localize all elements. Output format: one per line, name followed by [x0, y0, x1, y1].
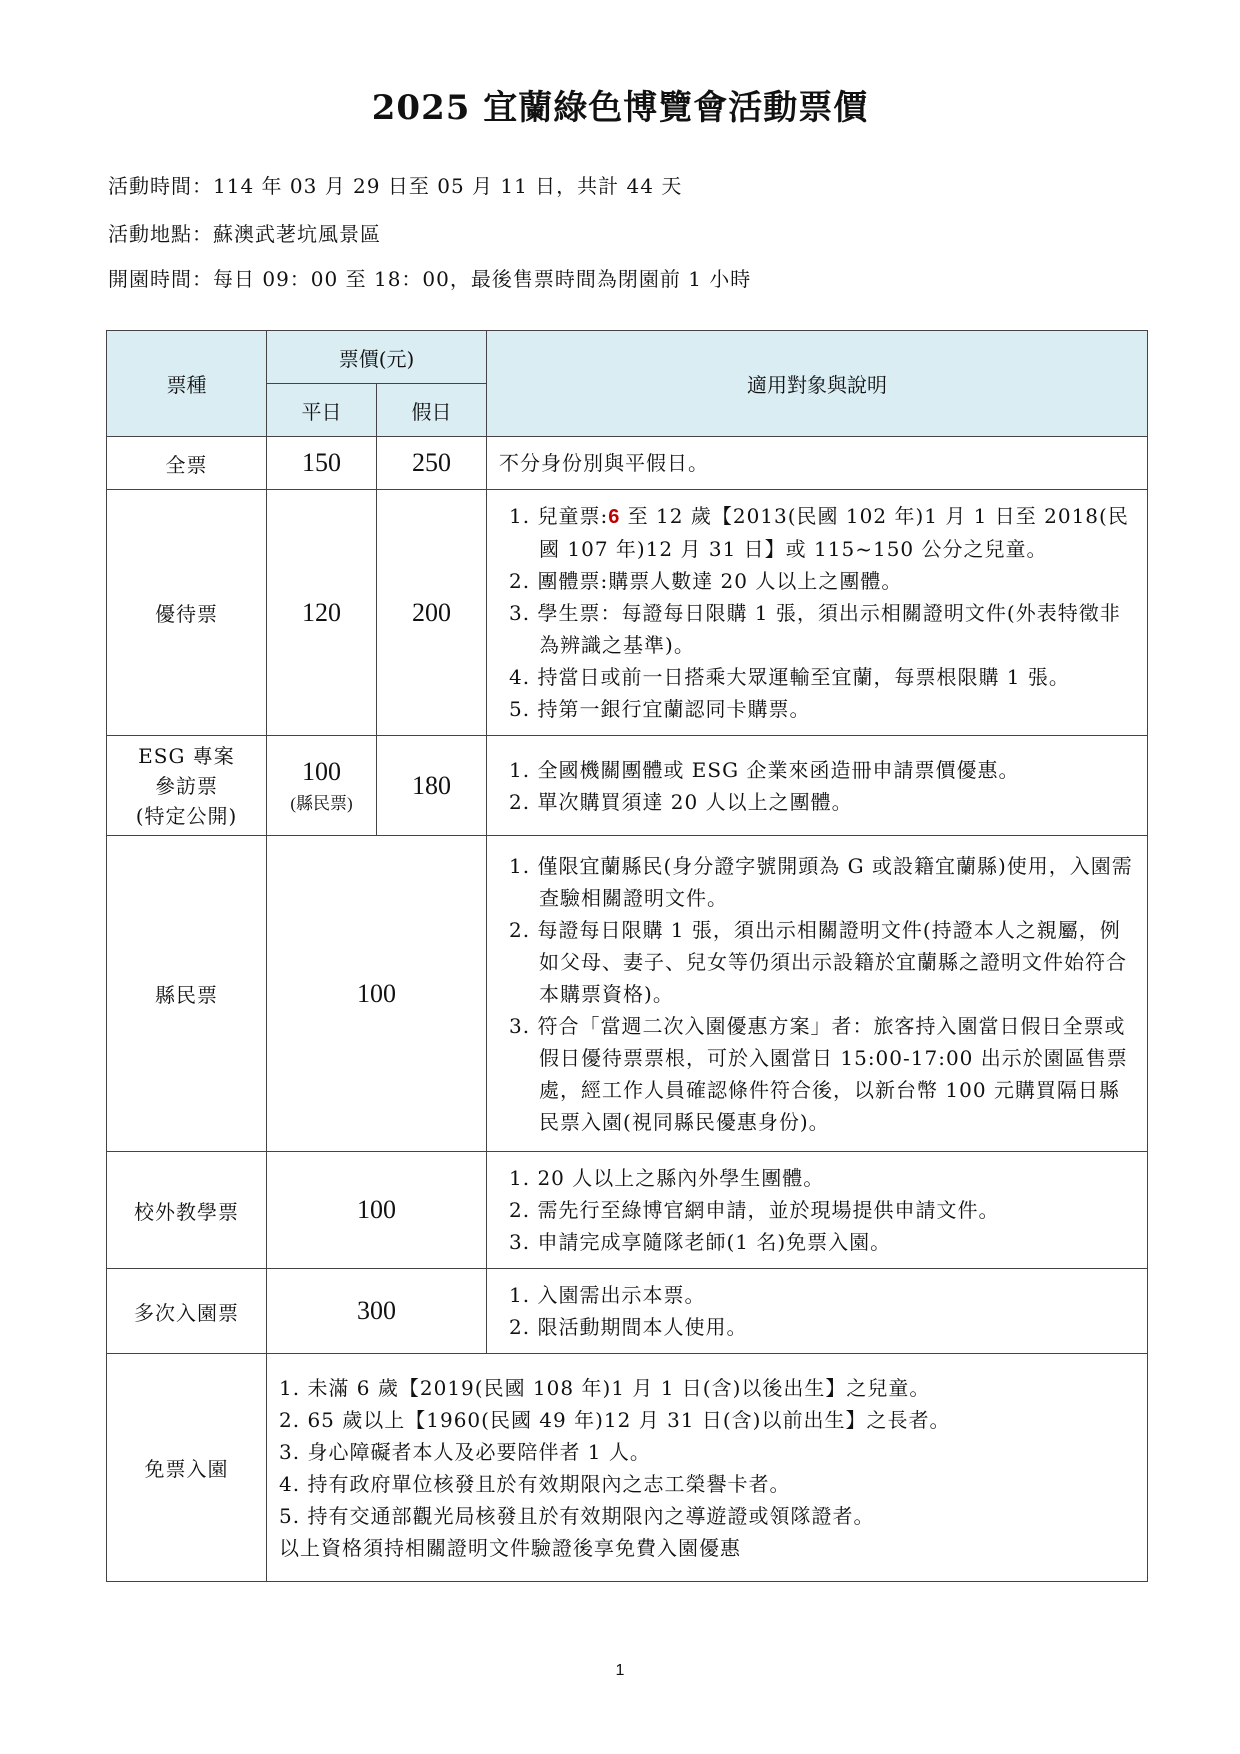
price-note: (縣民票): [290, 794, 353, 813]
description-item: 2. 限活動期間本人使用。: [509, 1315, 748, 1339]
page-number: 1: [615, 1662, 625, 1679]
description-item: 2. 每證每日限購 1 張，須出示相關證明文件(持證本人之親屬，例如父母、妻子、兒女等仍須出示設籍於宜蘭縣之證明文件始符合本購票資格)。: [509, 917, 1128, 1006]
description-item: 不分身份別與平假日。: [499, 451, 710, 475]
ticket-type: 校外教學票: [107, 1152, 267, 1269]
description-item: 1. 僅限宜蘭縣民(身分證字號開頭為 G 或設籍宜蘭縣)使用，入園需查驗相關證明文件。: [509, 853, 1133, 910]
highlight-age: 6: [608, 506, 621, 528]
ticket-type: 全票: [107, 437, 267, 490]
weekday-price: 120: [267, 490, 377, 736]
type-line: ESG 專案: [138, 743, 235, 768]
ticket-description: [487, 437, 1148, 490]
ticket-description: [487, 490, 1148, 736]
free-admission-note: 以上資格須持相關證明文件驗證後享免費入園優惠: [279, 1535, 741, 1560]
description-item: 1. 未滿 6 歲【2019(民國 108 年)1 月 1 日(含)以後出生】之兒童。: [279, 1375, 931, 1400]
description-item: 2. 團體票:購票人數達 20 人以上之團體。: [509, 569, 903, 593]
description-item: 1. 全國機關團體或 ESG 企業來函造冊申請票價優惠。: [509, 757, 1020, 782]
description-item: 3. 身心障礙者本人及必要陪伴者 1 人。: [279, 1439, 651, 1464]
ticket-description: [487, 1152, 1148, 1269]
header-holiday: 假日: [377, 384, 487, 437]
table-row: [107, 1354, 1148, 1582]
ticket-price: 100: [267, 836, 487, 1152]
description-item: 2. 65 歲以上【1960(民國 49 年)12 月 31 日(含)以前出生】之長者。: [279, 1407, 951, 1432]
description-item: 5. 持第一銀行宜蘭認同卡購票。: [509, 697, 811, 721]
ticket-type: 多次入園票: [107, 1269, 267, 1354]
item-prefix: 1. 兒童票:: [509, 504, 609, 528]
table-row: [107, 736, 1148, 836]
table-row: [107, 1152, 1148, 1269]
table-row: [107, 490, 1148, 736]
ticket-description: [487, 1269, 1148, 1354]
header-weekday: 平日: [267, 384, 377, 437]
description-item: 3. 申請完成享隨隊老師(1 名)免票入園。: [509, 1230, 892, 1254]
weekday-price: [267, 736, 377, 836]
table-row: [107, 1269, 1148, 1354]
price-value: 100: [302, 757, 341, 786]
description-item: 2. 需先行至綠博官網申請，並於現場提供申請文件。: [509, 1198, 1000, 1222]
header-ticket-type: 票種: [107, 331, 267, 437]
opening-hours: 開園時間：每日 09：00 至 18：00，最後售票時間為閉園前 1 小時: [108, 267, 752, 291]
header-price: 票價(元): [267, 331, 487, 384]
description-item: 1. 入園需出示本票。: [509, 1283, 706, 1307]
holiday-price: 180: [377, 736, 487, 836]
ticket-price-table: [106, 330, 1148, 1582]
description-item: 1. 20 人以上之縣內外學生團體。: [509, 1166, 825, 1190]
table-row: [107, 437, 1148, 490]
ticket-type: 優待票: [107, 490, 267, 736]
weekday-price: 150: [267, 437, 377, 490]
description-item: 4. 持當日或前一日搭乘大眾運輸至宜蘭，每票根限購 1 張。: [509, 665, 1070, 689]
event-venue: 活動地點：蘇澳武荖坑風景區: [108, 222, 381, 246]
holiday-price: 250: [377, 437, 487, 490]
ticket-description: [487, 736, 1148, 836]
description-item: 3. 符合「當週二次入園優惠方案」者：旅客持入園當日假日全票或假日優待票票根，可於入園當日 15:00-17:00 出示於園區售票處，經工作人員確認條件符合後，以新台幣 100 元購買隔日縣民票入園(視同縣民優惠身份)。: [509, 1013, 1128, 1134]
description-item: [499, 500, 1137, 565]
ticket-price: 300: [267, 1269, 487, 1354]
ticket-description: [267, 1354, 1148, 1582]
description-item: 2. 單次購買須達 20 人以上之團體。: [509, 789, 853, 814]
ticket-price: 100: [267, 1152, 487, 1269]
holiday-price: 200: [377, 490, 487, 736]
type-line: (特定公開): [135, 803, 238, 828]
description-item: 5. 持有交通部觀光局核發且於有效期限內之導遊證或領隊證者。: [279, 1503, 875, 1528]
document-title: 2025 宜蘭綠色博覽會活動票價: [371, 88, 869, 128]
ticket-type: [107, 736, 267, 836]
ticket-description: [487, 836, 1148, 1152]
ticket-type: 免票入園: [107, 1354, 267, 1582]
item-suffix: 至 12 歲【2013(民國 102 年)1 月 1 日至 2018(民國 107 年)12 月 31 日】或 115~150 公分之兒童。: [539, 504, 1129, 561]
description-item: 4. 持有政府單位核發且於有效期限內之志工榮譽卡者。: [279, 1471, 791, 1496]
ticket-type: 縣民票: [107, 836, 267, 1152]
table-row: [107, 836, 1148, 1152]
type-line: 參訪票: [155, 773, 218, 798]
description-item: 3. 學生票：每證每日限購 1 張，須出示相關證明文件(外表特徵非為辨識之基準)。: [509, 601, 1121, 657]
header-description: 適用對象與說明: [487, 331, 1148, 437]
event-period: 活動時間：114 年 03 月 29 日至 05 月 11 日，共計 44 天: [108, 174, 683, 198]
